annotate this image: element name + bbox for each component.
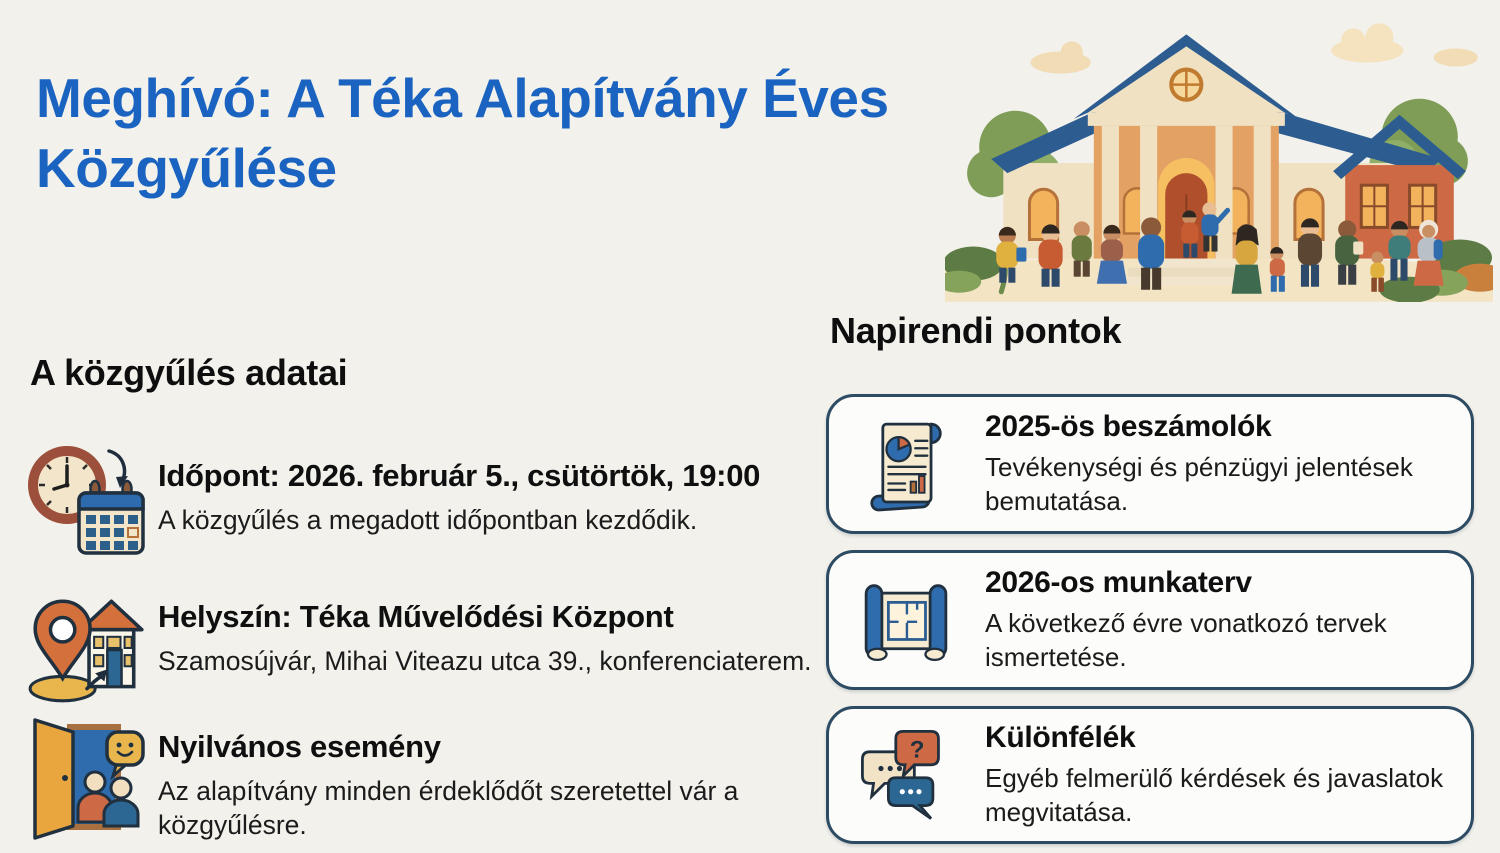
- card-title: 2026-os munkaterv: [985, 566, 1252, 600]
- community-meeting-illustration: [945, 0, 1493, 302]
- location-pin-house-icon: [22, 586, 152, 712]
- card-title: Különfélék: [985, 721, 1136, 755]
- page-title: Meghívó: A Téka Alapítvány Éves Közgyűlése: [36, 67, 889, 199]
- detail-item-time: [22, 441, 822, 537]
- card-title: 2025-ös beszámolók: [985, 410, 1272, 444]
- detail-description: Szamosújvár, Mihai Viteazu utca 39., konferenciaterem.: [158, 646, 812, 676]
- detail-title: Időpont: 2026. február 5., csütörtök, 19:00: [158, 458, 761, 493]
- detail-description: A közgyűlés a megadott időpontban kezdődik.: [158, 505, 698, 535]
- svg-text:?: ?: [909, 736, 925, 764]
- blueprint-scroll-icon: [855, 567, 957, 673]
- open-door-people-icon: [22, 714, 152, 840]
- agenda-card-reports: [826, 394, 1474, 534]
- clock-calendar-icon: [22, 441, 152, 567]
- detail-item-venue: [22, 586, 822, 678]
- agenda-card-workplan: [826, 550, 1474, 690]
- report-scroll-icon: [855, 411, 957, 517]
- details-section-heading: A közgyűlés adatai: [30, 352, 348, 393]
- chat-bubbles-icon: [855, 722, 957, 828]
- card-description: Tevékenységi és pénzügyi jelentések bemutatása.: [985, 452, 1413, 516]
- detail-item-public-event: [22, 714, 822, 843]
- clouds: [1030, 23, 1477, 73]
- agenda-section-heading: Napirendi pontok: [830, 310, 1122, 351]
- detail-title: Helyszín: Téka Művelődési Központ: [158, 599, 674, 634]
- detail-title: Nyilvános esemény: [158, 729, 441, 764]
- card-description: A következő évre vonatkozó tervek ismertetése.: [985, 608, 1387, 672]
- community-building-scene: [945, 0, 1493, 302]
- card-description: Egyéb felmerülő kérdések és javaslatok megvitatása.: [985, 763, 1444, 827]
- detail-description: Az alapítvány minden érdeklődőt szeretettel vár a közgyűlésre.: [158, 776, 739, 841]
- agenda-card-misc: [826, 706, 1474, 844]
